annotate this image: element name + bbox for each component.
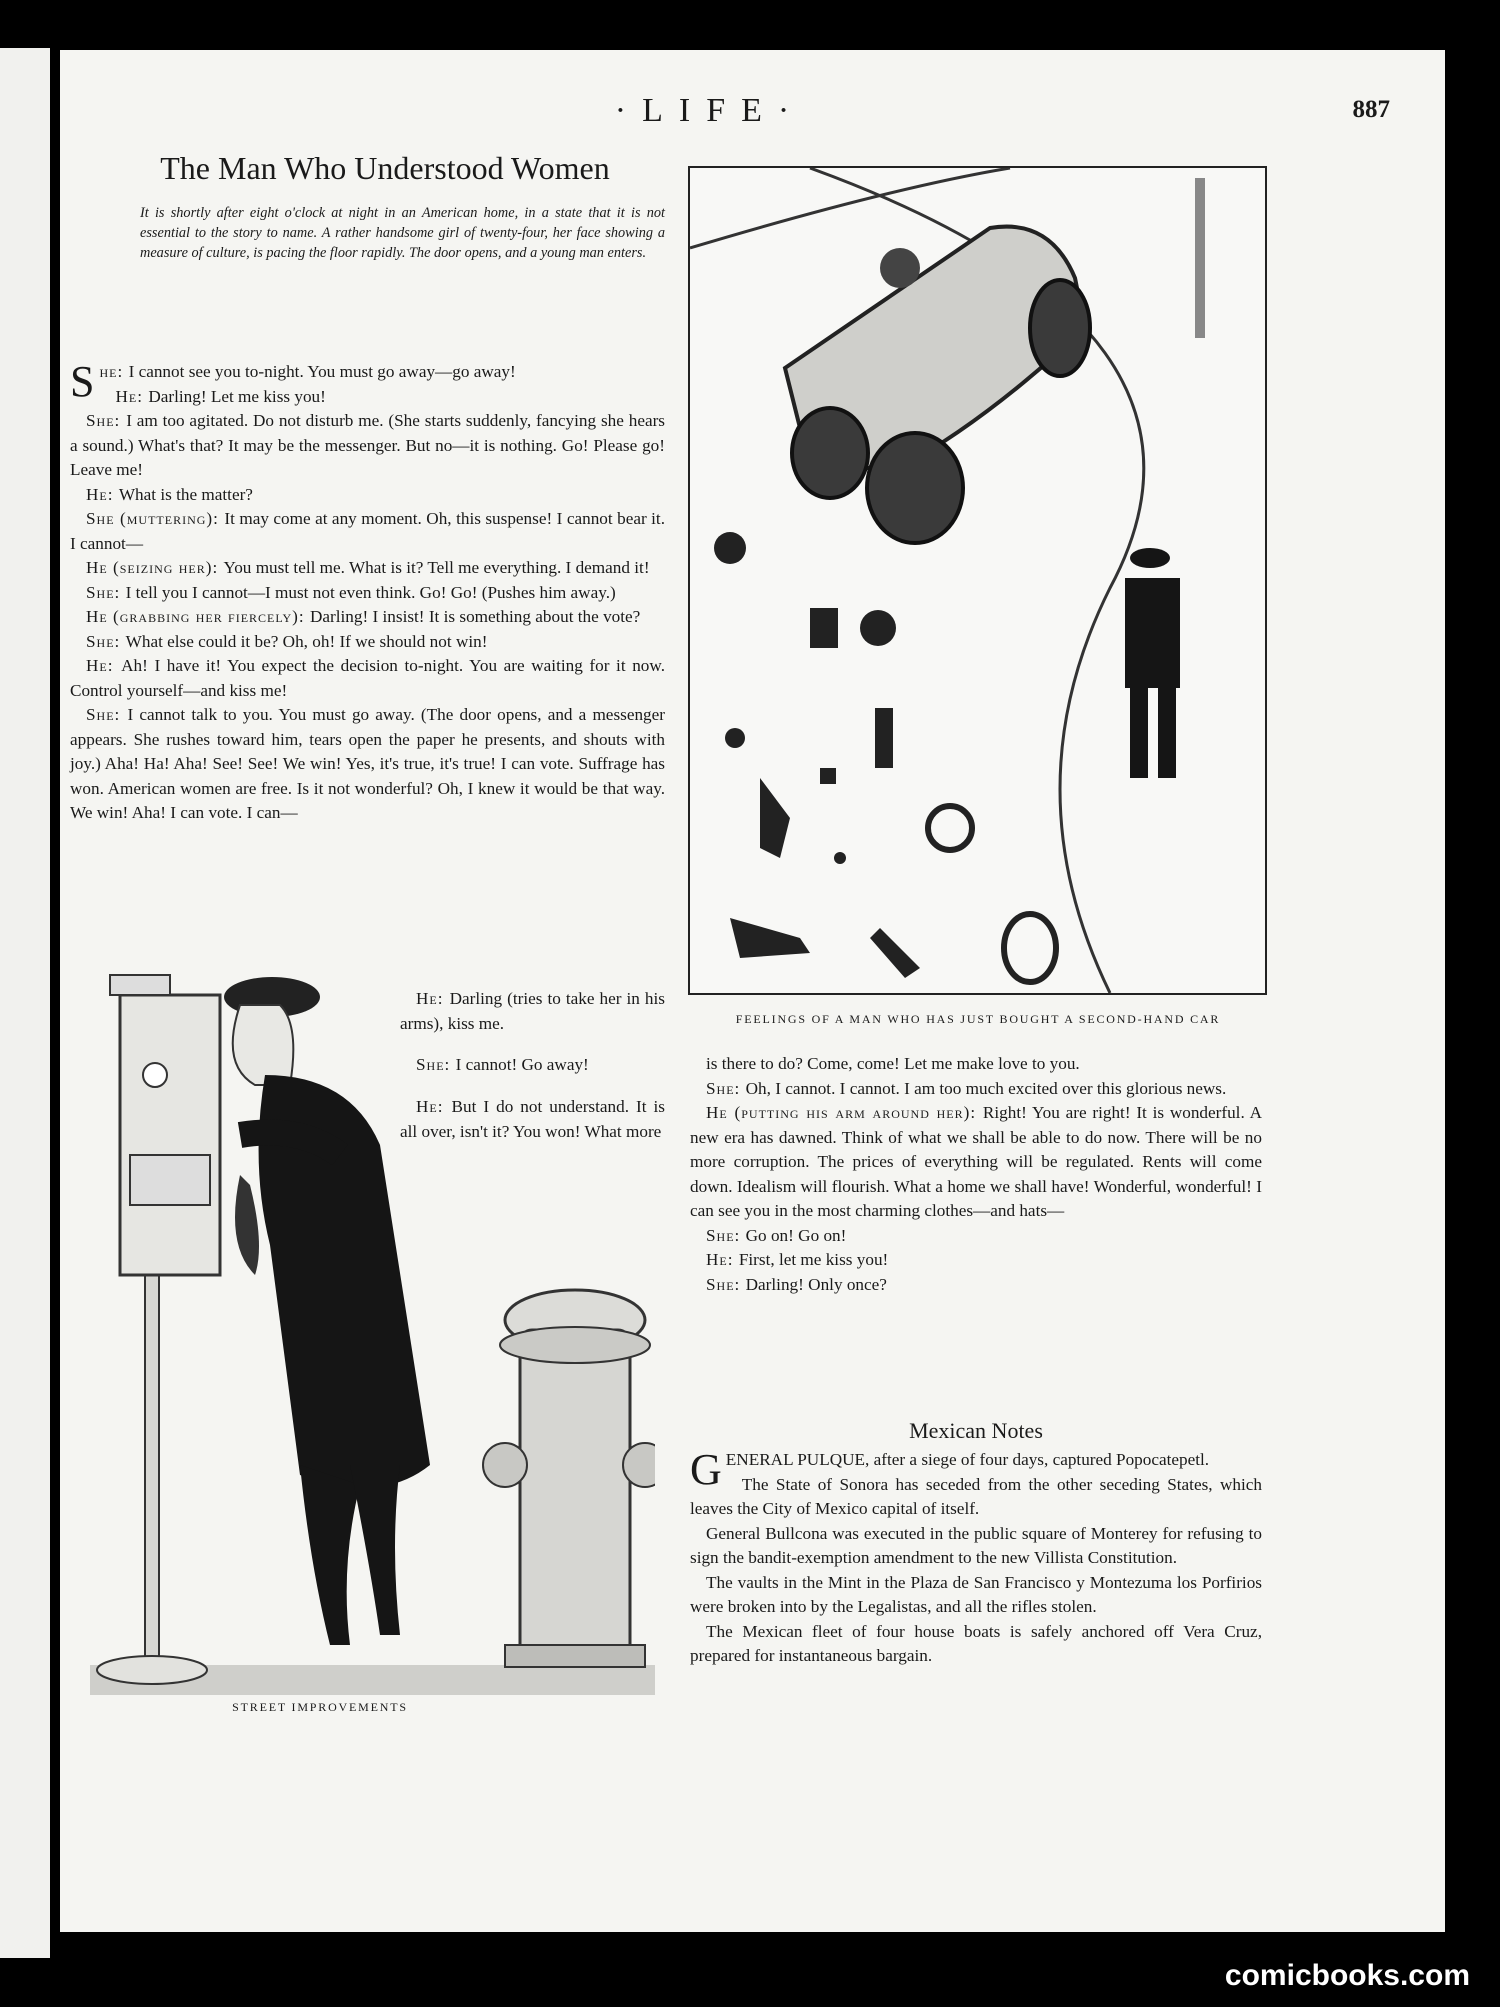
speaker-label: She: <box>86 411 127 430</box>
note-paragraph: General Bullcona was executed in the public square of Monterey for refusing to sign the bandit-exemption amendment to the new Villista Constitution. <box>690 1523 1262 1567</box>
line-text: What is the matter? <box>118 484 253 504</box>
speaker-label: He (seizing her): <box>86 558 224 577</box>
dialogue-line <box>70 385 665 410</box>
speaker-label: He: <box>416 989 450 1009</box>
dialogue-line <box>400 987 665 1036</box>
note-paragraph: The State of Sonora has seceded from the other seceding States, which leaves the City of Mexico capital of itself. <box>690 1474 1262 1518</box>
line-text: Darling! Let me kiss you! <box>148 386 326 406</box>
dialogue-line <box>400 1053 665 1078</box>
page-header <box>0 92 1500 142</box>
dialogue-line <box>690 1248 1262 1273</box>
street-caption: STREET IMPROVEMENTS <box>232 1700 408 1714</box>
line-text: But I do not understand. It is all over, isn't it? You won! What more <box>400 1097 665 1141</box>
line-text: I tell you I cannot—I must not even think. Go! Go! (Pushes him away.) <box>125 582 616 602</box>
speaker-label: He: <box>86 656 122 675</box>
story-title: The Man Who Understood Women <box>160 150 610 186</box>
speaker-label: She: <box>706 1225 746 1245</box>
note-paragraph: GENERAL PULQUE, after a siege of four days, captured Popocatepetl. <box>690 1445 1210 1494</box>
page-number: 887 <box>1352 96 1390 123</box>
dialogue-line <box>70 409 665 483</box>
line-text: is there to do? Come, come! Let me make love to you. <box>706 1054 1080 1073</box>
car-caption: FEELINGS OF A MAN WHO HAS JUST BOUGHT A SECOND-HAND CAR <box>735 1012 1221 1026</box>
line-text: I cannot see you to-night. You must go away—go away! <box>128 362 516 381</box>
second-hand-car-illustration <box>688 166 1267 995</box>
speaker-label: She: <box>86 631 126 651</box>
dialogue-line <box>400 1095 665 1144</box>
running-title: ·LIFE· <box>614 92 806 129</box>
speaker-label: He: <box>416 1097 452 1117</box>
speaker-label: She: <box>70 357 129 406</box>
mexican-notes-column <box>690 1445 1262 1669</box>
note-paragraph: The vaults in the Mint in the Plaza de San Francisco y Montezuma los Porfirios were broken into by the Legalistas, and all the rifles stolen. <box>690 1572 1262 1616</box>
speaker-label: She: <box>706 1274 746 1294</box>
dialogue-line <box>690 1224 1262 1249</box>
dialogue-column <box>70 357 665 826</box>
line-text: Darling (tries to take her in his arms), kiss me. <box>400 989 665 1033</box>
speaker-label: He (grabbing her fiercely): <box>86 607 310 626</box>
line-text: Go on! Go on! <box>745 1225 847 1245</box>
dialogue-line <box>70 605 665 630</box>
mexican-notes-title: Mexican Notes <box>909 1418 1043 1443</box>
dialogue-line <box>690 1077 1262 1102</box>
speaker-label: He (putting his arm around her): <box>706 1103 983 1122</box>
line-text: Ah! I have it! You expect the decision to-night. You are waiting for it now. Control yourself—and kiss me! <box>70 656 665 700</box>
dialogue-line <box>70 556 665 581</box>
dialogue-line <box>70 483 665 508</box>
line-text: First, let me kiss you! <box>738 1250 889 1269</box>
speaker-label: He: <box>86 484 119 504</box>
speaker-label: She (muttering): <box>86 509 225 528</box>
line-text: Oh, I cannot. I cannot. I am too much excited over this glorious news. <box>745 1078 1227 1098</box>
line-text: Darling! Only once? <box>745 1274 887 1294</box>
story-intro: It is shortly after eight o'clock at night in an American home, in a state that it is not essential to the story to name. A rather handsome girl of twenty-four, her face showing a measure of culture, is pacing the floor rapidly. The door opens, and a young man enters. <box>140 205 665 261</box>
speaker-label: She: <box>86 582 126 602</box>
line-text: It may come at any moment. Oh, this suspense! I cannot bear it. I cannot— <box>70 509 665 553</box>
line-text: Darling! I insist! It is something about the vote? <box>309 607 641 626</box>
line-text: I am too agitated. Do not disturb me. (She starts suddenly, fancying she hears a sound.) What's that? It may be the messenger. But no—it is nothing. Go! Please go! Leave me! <box>70 411 665 479</box>
dialogue-line <box>70 581 665 606</box>
dialogue-line <box>70 654 665 703</box>
dialogue-line <box>70 630 665 655</box>
line-text: I cannot! Go away! <box>455 1055 589 1075</box>
dialogue-line <box>690 1273 1262 1298</box>
line-text: You must tell me. What is it? Tell me everything. I demand it! <box>223 558 650 577</box>
line-text: What else could it be? Oh, oh! If we should not win! <box>125 631 488 651</box>
dialogue-line <box>70 703 665 826</box>
speaker-label: She: <box>416 1055 456 1075</box>
car-drawing <box>690 168 1265 993</box>
note-paragraph: The Mexican fleet of four house boats is safely anchored off Vera Cruz, prepared for instantaneous bargain. <box>690 1621 1262 1665</box>
line-text: I cannot talk to you. You must go away. (The door opens, and a messenger appears. She rushes toward him, tears open the paper he presents, and shouts with joy.) Aha! Ha! Aha! See! See! We win! Yes, it's true, it's true! I can vote. Suffrage has won. American women are free. Is it not wonderful? Oh, I knew it would be that way. We win! Aha! I can vote. I can— <box>70 705 665 822</box>
speaker-label: He: <box>706 1250 739 1269</box>
dialogue-line <box>690 1101 1262 1224</box>
speaker-label: She: <box>86 705 128 724</box>
dialogue-line <box>690 1052 1262 1077</box>
adjacent-page-strip <box>0 48 50 1958</box>
dialogue-line <box>70 507 665 556</box>
speaker-label: He: <box>115 386 149 406</box>
speaker-label: She: <box>706 1078 746 1098</box>
narrow-dialogue-column <box>400 970 665 1161</box>
line-text: Right! You are right! It is wonderful. A new era has dawned. Think of what we shall be able to do now. There will be no more corruption. The prices of everything will be regulated. Rents will come down. Idealism will flourish. What a home we shall have! Wonderful, wonderful! I can see you in the most charming clothes—and hats— <box>690 1103 1262 1220</box>
continuation-column <box>690 1052 1262 1297</box>
watermark: comicbooks.com <box>1224 1959 1470 1992</box>
